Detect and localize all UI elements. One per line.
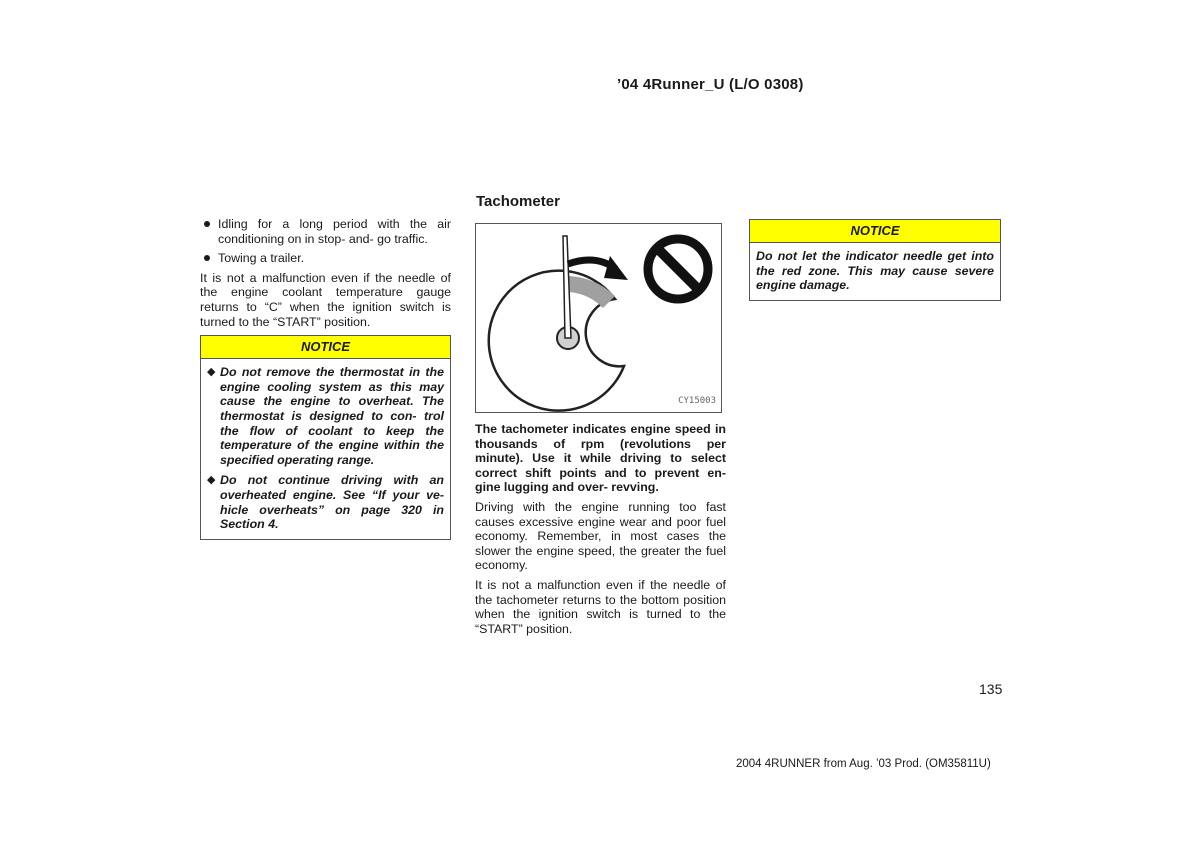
list-item [200, 251, 451, 266]
notice-body [750, 243, 1000, 300]
notice-heading: NOTICE [750, 220, 1000, 243]
engine-speed-paragraph: Driving with the engine running too fast causes excessive engine wear and poor fuel economy. Remember, in most cases the slower the engine speed, the greater the fuel economy. [475, 499, 726, 573]
section-title: Tachometer [476, 193, 560, 210]
bullet-icon [204, 221, 210, 227]
bullet-icon [204, 255, 210, 261]
notice-text: Do not let the indicator needle get into the red zone. This may cause severe engine damage. [756, 249, 994, 293]
diamond-bullet-icon: ◆ [207, 474, 216, 487]
page-number: 135 [979, 681, 1003, 697]
bullet-text: Towing a trailer. [218, 251, 305, 266]
left-column [200, 217, 451, 540]
notice-item-text: Do not continue driving with an overheated engine. See “If your ve- hicle overheats” on page 320 in Section 4. [220, 473, 444, 532]
tachometer-illustration-icon [476, 224, 721, 412]
notice-item [207, 473, 444, 531]
diamond-bullet-icon: ◆ [207, 366, 216, 379]
list-item [200, 217, 451, 246]
arrow-head [604, 256, 628, 280]
notice-item-text: Do not remove the thermostat in the engine cooling system as this may cause the engine to overheat. The thermostat is designed to con- trol the flow of coolant to keep the temperature of the engine within the specified operating range. [220, 365, 444, 467]
notice-body [201, 359, 450, 539]
notice-box-red-zone [749, 219, 1001, 301]
bullet-text: Idling for a long period with the air conditioning on in stop- and- go traffic. [218, 217, 451, 246]
notice-heading: NOTICE [201, 336, 450, 359]
needle-start-paragraph: It is not a malfunction even if the needle of the tachometer returns to the bottom position when the ignition switch is turned to the “START” position. [475, 577, 726, 636]
notice-item [207, 365, 444, 467]
middle-column [475, 193, 726, 641]
document-footer: 2004 4RUNNER from Aug. ’03 Prod. (OM35811U) [736, 758, 991, 770]
tachometer-figure [475, 223, 722, 413]
document-header: ’04 4Runner_U (L/O 0308) [617, 76, 804, 93]
right-column [749, 219, 1001, 301]
notice-box-thermostat [200, 335, 451, 540]
figure-code: CY15003 [678, 396, 716, 407]
coolant-gauge-paragraph: It is not a malfunction even if the needle of the engine coolant temperature gauge returns to “C” when the ignition switch is turned to the “START” position. [200, 270, 451, 329]
tachometer-bold-paragraph: The tachometer indicates engine speed in thousands of rpm (revolutions per minute). Use it while driving to select correct shift points and to prevent en- gine lugging and over- revving. [475, 422, 726, 495]
